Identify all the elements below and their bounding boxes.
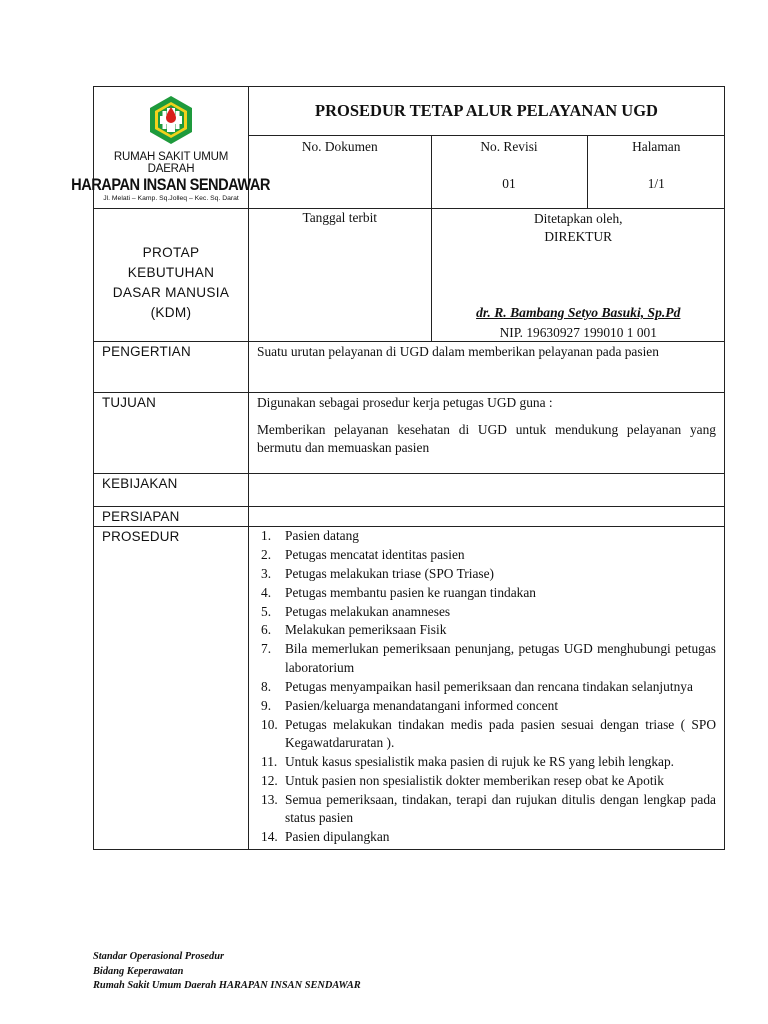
- pengertian-label: PENGERTIAN: [94, 342, 249, 393]
- tujuan-intro: Digunakan sebagai prosedur kerja petugas UGD guna :: [257, 395, 553, 410]
- halaman-cell: [587, 136, 725, 208]
- step-number: 3.: [261, 565, 272, 581]
- no-dokumen-value: [249, 156, 431, 164]
- spo-document: [71, 86, 724, 850]
- step-text: Petugas melakukan anamneses: [285, 603, 451, 619]
- document-meta-cell: [249, 136, 725, 209]
- document-title: PROSEDUR TETAP ALUR PELAYANAN UGD: [249, 87, 725, 136]
- approval-cell: [249, 209, 725, 342]
- tanggal-terbit-label: Tanggal terbit: [302, 210, 378, 225]
- prosedur-content: [249, 527, 725, 850]
- step-text: Bila memerlukan pemeriksaan penunjang, petugas UGD menghubungi petugas laboratorium: [285, 641, 716, 675]
- step-number: 8.: [261, 678, 272, 694]
- hospital-logo-cell: [71, 87, 271, 209]
- director-name: dr. R. Bambang Setyo Basuki, Sp.Pd: [476, 305, 681, 320]
- step-number: 11.: [261, 754, 278, 770]
- director-nip: NIP. 19630927 199010 1 001: [499, 325, 657, 340]
- ditetapkan-cell: [431, 209, 725, 341]
- step-number: 14.: [261, 829, 278, 845]
- step-text: Pasien dipulangkan: [285, 829, 390, 845]
- protap-cell: [94, 209, 249, 342]
- prosedur-step: [257, 772, 716, 791]
- no-revisi-cell: [431, 136, 587, 208]
- step-number: 10.: [261, 716, 278, 732]
- step-number: 5.: [261, 603, 272, 619]
- no-revisi-value: 01: [502, 176, 516, 191]
- prosedur-label: PROSEDUR: [94, 527, 249, 850]
- step-text: Petugas menyampaikan hasil pemeriksaan dan rencana tindakan selanjutnya: [285, 678, 693, 694]
- prosedur-step: [257, 753, 716, 772]
- step-number: 6.: [261, 622, 272, 638]
- spo-table: [71, 86, 725, 850]
- protap-line1: PROTAP: [142, 245, 200, 260]
- step-text: Petugas melakukan tindakan medis pada pasien sesuai dengan triase ( SPO Kegawatdaruratan ).: [285, 716, 716, 751]
- prosedur-step: [257, 791, 716, 828]
- protap-line2: KEBUTUHAN: [127, 265, 215, 280]
- step-text: Petugas membantu pasien ke ruangan tindakan: [285, 584, 537, 600]
- hospital-name-line2: HARAPAN INSAN SENDAWAR: [71, 175, 271, 194]
- step-number: 2.: [261, 546, 272, 562]
- step-text: Pasien datang: [285, 528, 360, 543]
- persiapan-text: [249, 507, 725, 527]
- prosedur-steps-list: [257, 527, 716, 847]
- tujuan-content: [249, 393, 725, 474]
- pengertian-text: Suatu urutan pelayanan di UGD dalam memberikan pelayanan pada pasien: [249, 342, 725, 393]
- footer-line3: Rumah Sakit Umum Daerah HARAPAN INSAN SENDAWAR: [93, 980, 361, 991]
- hospital-name-line1: RUMAH SAKIT UMUM DAERAH: [113, 151, 229, 175]
- persiapan-label: PERSIAPAN: [94, 507, 249, 527]
- ditetapkan-label: Ditetapkan oleh,: [534, 211, 623, 226]
- hospital-address: Jl. Melati – Kamp. Sq.Jolleq – Kec. Sq. Darat: [103, 195, 239, 202]
- prosedur-step: [257, 697, 716, 716]
- protap-line3: DASAR MANUSIA: [112, 285, 230, 300]
- step-number: 13.: [261, 791, 278, 807]
- direktur-label: DIREKTUR: [544, 229, 613, 244]
- kebijakan-label: KEBIJAKAN: [94, 474, 249, 507]
- step-number: 4.: [261, 584, 272, 600]
- prosedur-step: [257, 716, 716, 753]
- halaman-value: 1/1: [647, 176, 665, 191]
- step-text: Semua pemeriksaan, tindakan, terapi dan rujukan ditulis dengan lengkap pada status pasien: [285, 791, 716, 826]
- tanggal-terbit-cell: [249, 209, 431, 341]
- halaman-header: Halaman: [632, 139, 681, 154]
- prosedur-step: [257, 678, 716, 697]
- kebijakan-text: [249, 474, 725, 507]
- prosedur-step: [257, 621, 716, 640]
- no-dokumen-cell: [249, 136, 431, 208]
- footer-line1: Standar Operasional Prosedur: [93, 951, 225, 962]
- no-dokumen-header: No. Dokumen: [301, 139, 378, 154]
- footer-line2: Bidang Keperawatan: [93, 965, 184, 977]
- tujuan-text: Memberikan pelayanan kesehatan di UGD untuk mendukung pelayanan yang bermutu dan memuaskan pasien: [257, 421, 716, 456]
- step-number: 7.: [261, 641, 272, 657]
- prosedur-step: [257, 546, 716, 565]
- hospital-logo-icon: [146, 95, 196, 145]
- step-text: Petugas mencatat identitas pasien: [285, 546, 465, 562]
- document-footer: [93, 950, 361, 994]
- step-text: Petugas melakukan triase (SPO Triase): [285, 565, 495, 581]
- prosedur-step: [257, 584, 716, 603]
- prosedur-step: [257, 565, 716, 584]
- step-number: 9.: [261, 697, 272, 713]
- step-number: 12.: [261, 772, 278, 788]
- step-text: Untuk pasien non spesialistik dokter memberikan resep obat ke Apotik: [285, 772, 664, 788]
- prosedur-step: [257, 828, 716, 847]
- step-text: Pasien/keluarga menandatangani informed concent: [285, 697, 559, 713]
- step-number: 1.: [261, 528, 272, 543]
- prosedur-step: [257, 603, 716, 622]
- step-text: Melakukan pemeriksaan Fisik: [285, 622, 447, 638]
- step-text: Untuk kasus spesialistik maka pasien di rujuk ke RS yang lebih lengkap.: [285, 754, 675, 770]
- tujuan-label: TUJUAN: [94, 393, 249, 474]
- prosedur-step: [257, 527, 716, 546]
- no-revisi-header: No. Revisi: [480, 139, 538, 154]
- prosedur-step: [257, 640, 716, 677]
- protap-line4: (KDM): [150, 305, 192, 320]
